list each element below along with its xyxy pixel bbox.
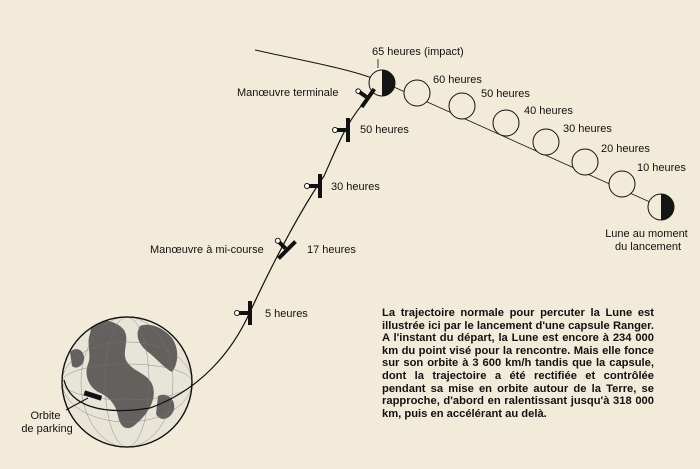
moon-time-label: 60 heures xyxy=(433,74,482,86)
moon-time-label: 20 heures xyxy=(601,143,650,155)
moon-10h xyxy=(609,171,635,197)
moon-at-launch xyxy=(648,194,674,220)
terminal-maneuver-label: Manœuvre terminale xyxy=(237,87,339,99)
mid-course-maneuver-label: Manœuvre à mi-course xyxy=(150,244,264,256)
caption-text: La trajectoire normale pour percuter la Lune est illustrée ici par le lancement d'une capsule Ranger. A l'instant du départ, la Lune est encore à 234 000 km du point visé pour la rencontre. Mais elle fonce sur son orbite à 3 600 km/h tandis que la capsule, dont la trajectoire a été rectifiée et contrôlée pendant sa mise en orbite autour de la Terre, se rapproche, d'abord en ralentissant jusqu'à 318 000 km, puis en accélérant au delà. xyxy=(382,307,654,420)
moon-time-label: 40 heures xyxy=(524,105,573,117)
spacecraft-5h-icon xyxy=(235,301,253,325)
moon-at-launch-label: Lune au moment du lancement xyxy=(605,228,688,253)
moon-40h xyxy=(493,110,519,136)
earth xyxy=(62,317,192,447)
impact-label: 65 heures (impact) xyxy=(372,46,464,58)
spacecraft-time-label: 30 heures xyxy=(331,181,380,193)
spacecraft-30h-icon xyxy=(305,174,323,198)
spacecraft-time-label: 17 heures xyxy=(307,244,356,256)
spacecraft-17h-icon xyxy=(268,231,297,260)
moon-60h xyxy=(404,80,430,106)
moon-time-label: 10 heures xyxy=(637,162,686,174)
spacecraft-time-label: 50 heures xyxy=(360,124,409,136)
spacecraft-time-label: 5 heures xyxy=(265,308,308,320)
moon-time-label: 50 heures xyxy=(481,88,530,100)
parking-orbit-label: Orbite de parking xyxy=(21,410,73,435)
moon-50h xyxy=(449,93,475,119)
moon-path-line xyxy=(255,50,372,78)
moon-30h xyxy=(533,129,559,155)
moon-20h xyxy=(572,149,598,175)
moon-time-label: 30 heures xyxy=(563,123,612,135)
